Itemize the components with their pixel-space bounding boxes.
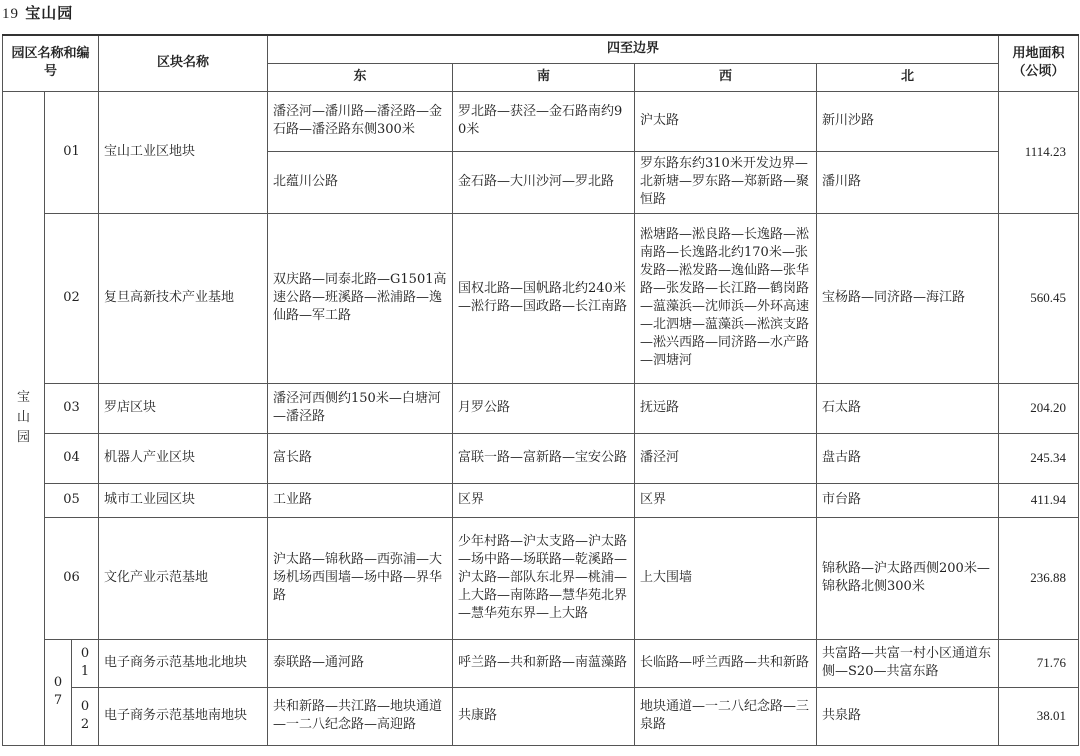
header-park-name: 园区名称和编号 <box>3 35 99 91</box>
east-boundary: 工业路 <box>268 483 453 517</box>
area-value: 38.01 <box>999 687 1079 745</box>
area-value: 245.34 <box>999 433 1079 483</box>
south-boundary: 罗北路—获泾—金石路南约90米 <box>453 91 635 151</box>
west-boundary: 长临路—呼兰西路—共和新路 <box>635 639 817 687</box>
west-boundary: 潘泾河 <box>635 433 817 483</box>
block-number: 06 <box>45 517 99 639</box>
south-boundary: 月罗公路 <box>453 383 635 433</box>
north-boundary: 共富路—共富一村小区通道东侧—S20—共富东路 <box>817 639 999 687</box>
west-boundary: 区界 <box>635 483 817 517</box>
header-area: 用地面积（公顷） <box>999 35 1079 91</box>
park-name-char: 园 <box>16 430 30 445</box>
sub-block-number: 02 <box>72 687 99 745</box>
east-boundary: 泰联路—通河路 <box>268 639 453 687</box>
area-value: 71.76 <box>999 639 1079 687</box>
east-boundary: 沪太路—锦秋路—西弥浦—大场机场西围墙—场中路—界华路 <box>268 517 453 639</box>
block-name: 宝山工业区地块 <box>99 91 268 213</box>
north-boundary: 市台路 <box>817 483 999 517</box>
block-name: 电子商务示范基地南地块 <box>99 687 268 745</box>
area-value: 560.45 <box>999 213 1079 383</box>
block-name: 机器人产业区块 <box>99 433 268 483</box>
area-value: 236.88 <box>999 517 1079 639</box>
section-number: 19 <box>2 6 19 22</box>
east-boundary: 潘泾河西侧约150米—白塘河—潘泾路 <box>268 383 453 433</box>
header-block-name: 区块名称 <box>99 35 268 91</box>
header-north: 北 <box>817 63 999 91</box>
block-name: 电子商务示范基地北地块 <box>99 639 268 687</box>
sub-block-number: 01 <box>72 639 99 687</box>
header-east: 东 <box>268 63 453 91</box>
east-boundary: 富长路 <box>268 433 453 483</box>
block-number: 03 <box>45 383 99 433</box>
block-name: 罗店区块 <box>99 383 268 433</box>
area-value: 204.20 <box>999 383 1079 433</box>
north-boundary: 宝杨路—同济路—海江路 <box>817 213 999 383</box>
area-value: 411.94 <box>999 483 1079 517</box>
section-title <box>2 2 73 23</box>
park-name-cell <box>3 91 45 745</box>
south-boundary: 国权北路—国帆路北约240米—淞行路—国政路—长江南路 <box>453 213 635 383</box>
south-boundary: 共康路 <box>453 687 635 745</box>
west-boundary: 地块通道—一二八纪念路—三泉路 <box>635 687 817 745</box>
south-boundary: 呼兰路—共和新路—南蕰藻路 <box>453 639 635 687</box>
block-number: 05 <box>45 483 99 517</box>
section-name: 宝山园 <box>25 4 74 22</box>
park-name-char: 宝 <box>16 390 30 405</box>
south-boundary: 少年村路—沪太支路—沪太路—场中路—场联路—乾溪路—沪太路—部队东北界—桃浦—上大路—南陈路—慧华苑北界—慧华苑东界—上大路 <box>453 517 635 639</box>
east-boundary: 北蕴川公路 <box>268 151 453 213</box>
park-name-char: 山 <box>16 410 30 425</box>
west-boundary: 淞塘路—淞良路—长逸路—淞南路—长逸路北约170米—张发路—淞发路—逸仙路—张华路—张发路—长江路—鹤岗路—蕰藻浜—沈师浜—外环高速—北泗塘—蕰藻浜—淞滨支路—淞兴西路—同济路—水产路—泗塘河 <box>635 213 817 383</box>
west-boundary: 沪太路 <box>635 91 817 151</box>
north-boundary: 新川沙路 <box>817 91 999 151</box>
block-name: 复旦高新技术产业基地 <box>99 213 268 383</box>
block-number: 02 <box>45 213 99 383</box>
south-boundary: 金石路—大川沙河—罗北路 <box>453 151 635 213</box>
block-number: 01 <box>45 91 99 213</box>
north-boundary: 石太路 <box>817 383 999 433</box>
block-name: 城市工业园区块 <box>99 483 268 517</box>
south-boundary: 区界 <box>453 483 635 517</box>
header-south: 南 <box>453 63 635 91</box>
east-boundary: 潘泾河—潘川路—潘泾路—金石路—潘泾路东侧300米 <box>268 91 453 151</box>
park-boundary-table <box>2 34 1079 746</box>
east-boundary: 双庆路—同泰北路—G1501高速公路—班溪路—淞浦路—逸仙路—军工路 <box>268 213 453 383</box>
west-boundary: 抚远路 <box>635 383 817 433</box>
header-boundary: 四至边界 <box>268 35 999 63</box>
block-number: 07 <box>45 639 72 745</box>
south-boundary: 富联一路—富新路—宝安公路 <box>453 433 635 483</box>
block-number: 04 <box>45 433 99 483</box>
north-boundary: 潘川路 <box>817 151 999 213</box>
west-boundary: 上大围墙 <box>635 517 817 639</box>
north-boundary: 锦秋路—沪太路西侧200米—锦秋路北侧300米 <box>817 517 999 639</box>
block-name: 文化产业示范基地 <box>99 517 268 639</box>
north-boundary: 共泉路 <box>817 687 999 745</box>
east-boundary: 共和新路—共江路—地块通道—一二八纪念路—高迎路 <box>268 687 453 745</box>
header-west: 西 <box>635 63 817 91</box>
area-value: 1114.23 <box>999 91 1079 213</box>
north-boundary: 盘古路 <box>817 433 999 483</box>
west-boundary: 罗东路东约310米开发边界—北新塘—罗东路—郑新路—聚恒路 <box>635 151 817 213</box>
